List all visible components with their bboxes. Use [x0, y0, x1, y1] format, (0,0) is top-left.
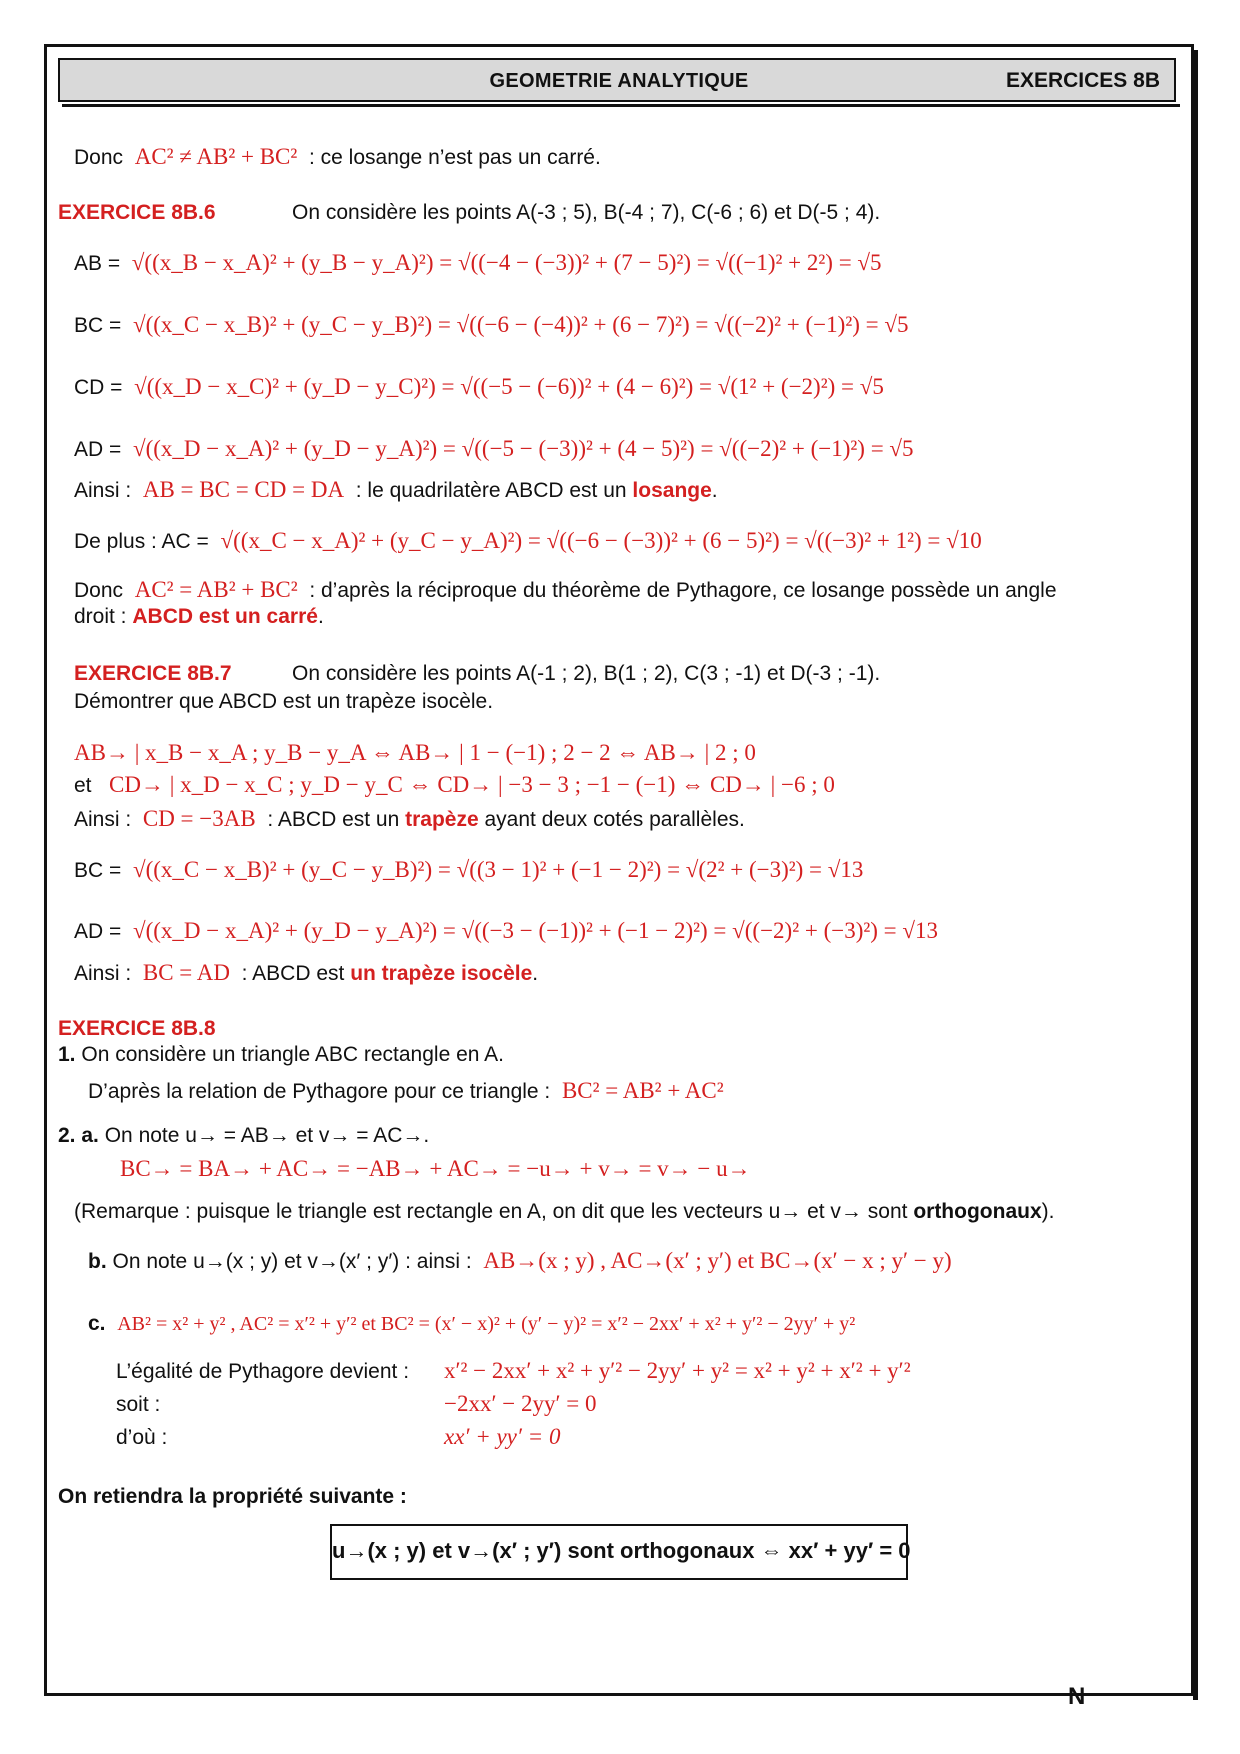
ex6-ac-line	[74, 528, 982, 554]
ex7-vec-cd-line	[74, 772, 835, 798]
ex7-bc-label: BC =	[74, 859, 122, 882]
header-title: GEOMETRIE ANALYTIQUE	[489, 70, 749, 92]
ex6-ad-label: AD =	[74, 438, 122, 461]
ex7-iso: un trapèze isocèle	[350, 962, 533, 985]
ex8-eg-formula-line	[444, 1358, 911, 1384]
ex8-eg-formula: x′² − 2xx′ + x² + y′² − 2yy′ + y² = x² + y² + x′² + y′²	[444, 1358, 911, 1383]
ex8-q1	[58, 1043, 504, 1067]
ex6-cd-line	[74, 374, 884, 400]
ex6-conclusion: droit : ABCD est un carré.	[74, 605, 324, 628]
ex8-q2a	[58, 1124, 429, 1148]
ex6-cd-label: CD =	[74, 376, 123, 399]
ex6-ainsi-text: : le quadrilatère ABCD est un	[355, 479, 627, 502]
ex6-donc-line	[74, 577, 1057, 603]
ex8-soit-formula: −2xx′ − 2yy′ = 0	[444, 1391, 597, 1416]
ex8-q2a-text: On note u→ = AB→ et v→ = AC→.	[104, 1124, 430, 1147]
ex8-remarque	[74, 1200, 1054, 1224]
rule-title: On retiendra la propriété suivante :	[58, 1485, 407, 1508]
ex6-ainsi: Ainsi :	[74, 479, 132, 502]
ex7-vec-cd: CD→ | x_D − x_C ; y_D − y_C ⇔ CD→ | −3 − 3 ; −1 − (−1) ⇔ CD→ | −6 ; 0	[109, 772, 835, 797]
ex7-vec-ab-line	[74, 740, 756, 766]
page-corner-mark: N	[1068, 1683, 1086, 1710]
ex7-bc-line	[74, 857, 863, 883]
ex6-ainsi-line: Ainsi : AB = BC = CD = DA : le quadrilatère ABCD est un losange.	[74, 477, 718, 502]
ex6-donc-text: : d’après la réciproque du théorème de Pythagore, ce losange possède un angle	[309, 579, 1057, 602]
ex7-ainsi2: Ainsi :	[74, 962, 132, 985]
ex7-ainsi2-text: : ABCD est	[241, 962, 345, 985]
ex7-vec-ab: AB→ | x_B − x_A ; y_B − y_A ⇔ AB→ | 1 − (−1) ; 2 − 2 ⇔ AB→ | 2 ; 0	[74, 740, 756, 765]
ex7-ad-line	[74, 918, 938, 944]
ex7-label: EXERCICE 8B.7	[74, 662, 232, 685]
ex8-remarque-end: ).	[1041, 1200, 1055, 1223]
ex8-q1-num: 1.	[58, 1043, 76, 1066]
ex8-q1-formula: BC² = AB² + AC²	[561, 1078, 724, 1103]
ex8-soit-formula-line	[444, 1391, 596, 1417]
page-header	[58, 58, 1176, 102]
ex7-colin-formula: CD = −3AB	[142, 806, 256, 831]
ex6-equal-formula: AB = BC = CD = DA	[142, 477, 345, 502]
ex7-bc-formula: √((x_C − x_B)² + (y_C − y_B)²) = √((3 − 1)² + (−1 − 2)²) = √(2² + (−3)²) = √13	[132, 857, 864, 882]
ex7-demo: Démontrer que ABCD est un trapèze isocèle.	[74, 690, 494, 713]
ex6-ad-formula: √((x_D − x_A)² + (y_D − y_A)²) = √((−5 − (−3))² + (4 − 5)²) = √((−2)² + (−1)²) = √5	[132, 436, 914, 461]
header-shadow	[62, 104, 1180, 107]
ex6-statement: On considère les points A(-3 ; 5), B(-4 ; 7), C(-6 ; 6) et D(-5 ; 4).	[292, 201, 881, 224]
ex6-carre: ABCD est un carré	[132, 605, 318, 628]
ex6-cd-formula: √((x_D − x_C)² + (y_D − y_C)²) = √((−5 − (−6))² + (4 − 6)²) = √(1² + (−2)²) = √5	[134, 374, 884, 399]
ex8-ortho: orthogonaux	[913, 1200, 1042, 1223]
ex8-q2a-formula: BC→ = BA→ + AC→ = −AB→ + AC→ = −u→ + v→ = v→ − u→	[120, 1156, 751, 1181]
ex6-ad-line	[74, 436, 914, 462]
ex6-ac-formula: √((x_C − x_A)² + (y_C − y_A)²) = √((−6 − (−3))² + (6 − 5)²) = √((−3)² + 1²) = √10	[220, 528, 982, 553]
ex6-donc: Donc	[74, 579, 124, 602]
ex6-losange: losange	[632, 479, 712, 502]
ex8-q2c-formula: AB² = x² + y² , AC² = x′² + y′² et BC² = (x′ − x)² + (y′ − y)² = x′² − 2xx′ + x² + y′² − 2yy′ + y²	[117, 1313, 856, 1335]
ex7-ainsi-text2: ayant deux cotés parallèles.	[484, 808, 745, 831]
ex7-heading	[74, 662, 232, 686]
intro-formula: AC² ≠ AB² + BC²	[134, 144, 298, 169]
ex8-eg-label: L’égalité de Pythagore devient :	[116, 1360, 410, 1383]
ex8-q2a-num: 2. a.	[58, 1124, 99, 1147]
ex7-conclusion: Ainsi : BC = AD : ABCD est un trapèze isocèle.	[74, 960, 539, 985]
ex8-q2b-text: On note u→(x ; y) et v→(x′ ; y′) : ainsi :	[112, 1250, 472, 1273]
ex6-bc-line	[74, 312, 908, 338]
frame-shadow	[1193, 50, 1198, 1700]
ex8-dou-formula-line	[444, 1424, 560, 1450]
ex7-statement: On considère les points A(-1 ; 2), B(1 ; 2), C(3 ; -1) et D(-3 ; -1).	[292, 662, 881, 685]
rule-box	[330, 1524, 911, 1580]
ex6-deplus: De plus : AC =	[74, 530, 209, 553]
intro-donc: Donc	[74, 146, 124, 169]
ex8-q2c-num: c.	[88, 1312, 106, 1335]
header-exercise-ref: EXERCICES 8B	[1005, 69, 1160, 92]
ex6-ab-line	[74, 250, 882, 276]
ex8-q2b	[88, 1248, 952, 1274]
ex7-ad-formula: √((x_D − x_A)² + (y_D − y_A)²) = √((−3 − (−1))² + (−1 − 2)²) = √((−2)² + (−3)²) = √13	[132, 918, 939, 943]
ex6-ab-label: AB =	[74, 252, 121, 275]
ex7-ad-label: AD =	[74, 920, 122, 943]
ex8-label: EXERCICE 8B.8	[58, 1017, 216, 1040]
intro-text: : ce losange n’est pas un carré.	[308, 146, 601, 169]
ex6-label: EXERCICE 8B.6	[58, 201, 216, 224]
ex8-q1b-text: D’après la relation de Pythagore pour ce triangle :	[88, 1080, 551, 1103]
ex7-trapeze: trapèze	[405, 808, 479, 831]
ex8-q1b	[88, 1078, 724, 1104]
ex7-ainsi-text: : ABCD est un	[267, 808, 400, 831]
ex6-ab-formula: √((x_B − x_A)² + (y_B − y_A)²) = √((−4 − (−3))² + (7 − 5)²) = √((−1)² + 2²) = √5	[131, 250, 882, 275]
ex7-et: et	[74, 774, 92, 797]
ex6-bc-formula: √((x_C − x_B)² + (y_C − y_B)²) = √((−6 − (−4))² + (6 − 7)²) = √((−2)² + (−1)²) = √5	[132, 312, 909, 337]
ex8-remarque-text: (Remarque : puisque le triangle est rectangle en A, on dit que les vecteurs u→ et v→ sont	[74, 1200, 908, 1223]
ex8-q2b-num: b.	[88, 1250, 107, 1273]
ex8-q2b-formula: AB→(x ; y) , AC→(x′ ; y′) et BC→(x′ − x ; y′ − y)	[483, 1248, 952, 1273]
ex8-q2c	[88, 1312, 855, 1336]
ex6-pyth-formula: AC² = AB² + BC²	[134, 577, 298, 602]
ex7-ainsi: Ainsi :	[74, 808, 132, 831]
ex8-q2a-formula-line	[120, 1156, 751, 1182]
ex7-ainsi-line	[74, 806, 745, 832]
intro-line	[74, 144, 601, 170]
ex7-bcad-formula: BC = AD	[142, 960, 230, 985]
ex6-bc-label: BC =	[74, 314, 122, 337]
ex8-q1-text: On considère un triangle ABC rectangle en A.	[81, 1043, 504, 1066]
ex6-heading	[58, 201, 216, 225]
ex8-dou-formula: xx′ + yy′ = 0	[444, 1424, 561, 1449]
ex6-droit: droit :	[74, 605, 127, 628]
ex8-soit-label: soit :	[116, 1393, 161, 1416]
ex8-dou-label: d’où :	[116, 1426, 168, 1449]
ex8-heading	[58, 1017, 216, 1041]
rule-box-text: u→(x ; y) et v→(x′ ; y′) sont orthogonaux ⇔ xx′ + yy′ = 0	[332, 1538, 911, 1563]
